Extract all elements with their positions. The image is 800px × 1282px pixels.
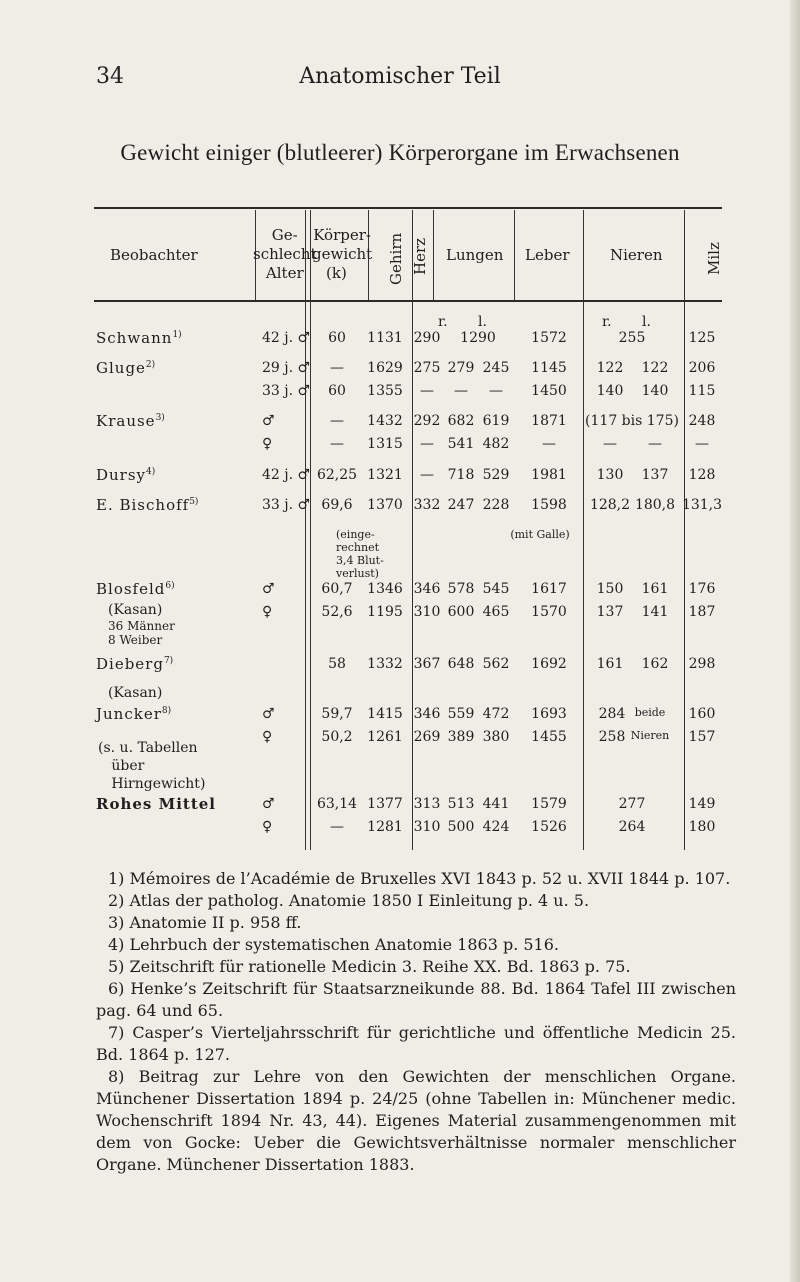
cell-kg: 59,7 — [321, 706, 353, 722]
footnote-ref: 1) — [172, 330, 182, 340]
cell-ll: 529 — [482, 467, 510, 483]
footnote: 5) Zeitschrift für rationelle Medicin 3. Reihe XX. Bd. 1863 p. 75. — [108, 957, 631, 976]
cell-kg: 60 — [328, 383, 346, 399]
cell-lr: 682 — [447, 413, 475, 429]
footnote-ref: 7) — [163, 656, 174, 666]
footnote: 4) Lehrbuch der systematischen Anatomie 1863 p. 516. — [108, 935, 559, 954]
cell-nr: 137 — [596, 604, 624, 620]
cell-lr: 247 — [447, 497, 475, 513]
observer-name — [96, 705, 171, 723]
cell-lr: 513 — [447, 796, 475, 812]
nieren-right-label: r. — [602, 314, 612, 330]
cell-lr: 279 — [447, 360, 475, 376]
tabellen-note: (s. u. Tabellen über Hirngewicht) — [98, 740, 206, 792]
cell-lr: 500 — [447, 819, 475, 835]
cell-gehirn: 1377 — [367, 796, 403, 812]
cell-nr: 122 — [596, 360, 624, 376]
cell-milz: 115 — [688, 383, 716, 399]
cell-leber: 1693 — [531, 706, 567, 722]
bischoff-weight-note: (einge- rechnet 3,4 Blut- verlust) — [336, 528, 384, 580]
cell-kg: — — [330, 413, 344, 429]
sex-age: 33 j. ♂ — [262, 383, 311, 399]
page-title: Gewicht einiger (blutleerer) Körperorgane im Erwachsenen — [120, 140, 680, 165]
observer-label: Rohes Mittel — [96, 795, 216, 813]
cell-lr: 718 — [447, 467, 475, 483]
cell-lr: 559 — [447, 706, 475, 722]
cell-gehirn: 1315 — [367, 436, 403, 452]
observer-name — [96, 329, 182, 347]
cell-lr: 578 — [447, 581, 475, 597]
sex-age: ♂ — [262, 581, 275, 597]
cell-nr: 255 — [618, 330, 646, 346]
col-divider — [514, 210, 515, 300]
footnote: 2) Atlas der patholog. Anatomie 1850 I Einleitung p. 4 u. 5. — [108, 891, 590, 910]
cell-gehirn: 1281 — [367, 819, 403, 835]
cell-leber: 1598 — [531, 497, 567, 513]
cell-nl: 122 — [641, 360, 669, 376]
cell-ll: 482 — [482, 436, 510, 452]
lungen-left-label: l. — [478, 314, 487, 330]
cell-milz: 180 — [688, 819, 716, 835]
sex-age: 42 j. ♂ — [262, 330, 311, 346]
cell-leber: 1145 — [531, 360, 567, 376]
cell-leber: 1450 — [531, 383, 567, 399]
sex-age: 29 j. ♂ — [262, 360, 311, 376]
cell-ll: 424 — [482, 819, 510, 835]
sex-age: ♂ — [262, 413, 275, 429]
cell-nl: — — [648, 436, 662, 452]
cell-herz: 310 — [413, 604, 441, 620]
cell-nr: 161 — [596, 656, 624, 672]
cell-ll: 245 — [482, 360, 510, 376]
header-herz: Herz — [411, 237, 429, 275]
observer-name — [96, 466, 155, 484]
header-leber: Leber — [525, 246, 570, 264]
header-koerpergewicht-unit: (k) — [326, 264, 347, 282]
header-geschlecht-alter: Ge- schlecht Alter — [253, 226, 317, 282]
cell-herz: — — [420, 383, 434, 399]
nieren-left-label: l. — [642, 314, 651, 330]
footnote: 1) Mémoires de l’Académie de Bruxelles XVI 1843 p. 52 u. XVII 1844 p. 107. — [108, 869, 731, 888]
dieberg-location: (Kasan) — [108, 685, 163, 701]
footnotes — [96, 868, 736, 1176]
cell-nl: 162 — [641, 656, 669, 672]
cell-gehirn: 1261 — [367, 729, 403, 745]
cell-milz: 128 — [688, 467, 716, 483]
cell-kg: 50,2 — [321, 729, 353, 745]
observer-label: Dursy — [96, 466, 147, 484]
cell-gehirn: 1355 — [367, 383, 403, 399]
cell-gehirn: 1321 — [367, 467, 403, 483]
cell-ll: 562 — [482, 656, 510, 672]
cell-kg: — — [330, 819, 344, 835]
cell-herz: 269 — [413, 729, 441, 745]
page-number: 34 — [96, 64, 124, 89]
running-head: Anatomischer Teil — [299, 64, 501, 89]
cell-milz: 131,3 — [681, 497, 723, 513]
cell-leber: — — [542, 436, 556, 452]
cell-leber: 1692 — [531, 656, 567, 672]
cell-leber: 1617 — [531, 581, 567, 597]
footnote: 7) Casper’s Vierteljahrsschrift für gerichtliche und öffentliche Medicin 25. Bd. 1864 p. 127. — [96, 1023, 736, 1064]
cell-ll: 228 — [482, 497, 510, 513]
cell-gehirn: 1415 — [367, 706, 403, 722]
header-koerpergewicht: Körper- gewicht — [312, 226, 373, 263]
cell-herz: 275 — [413, 360, 441, 376]
cell-nl: 141 — [641, 604, 669, 620]
sex-age: 42 j. ♂ — [262, 467, 311, 483]
cell-nl: Nieren — [630, 729, 670, 742]
cell-milz: 157 — [688, 729, 716, 745]
cell-ll: 619 — [482, 413, 510, 429]
cell-ll: 472 — [482, 706, 510, 722]
cell-kg: — — [330, 436, 344, 452]
header-beobachter: Beobachter — [110, 246, 198, 264]
cell-gehirn: 1332 — [367, 656, 403, 672]
header-milz: Milz — [705, 242, 723, 275]
cell-herz: 367 — [413, 656, 441, 672]
cell-ll: 380 — [482, 729, 510, 745]
cell-kg: — — [330, 360, 344, 376]
observer-label: Juncker — [96, 705, 162, 723]
header-lungen: Lungen — [446, 246, 504, 264]
cell-lr: 541 — [447, 436, 475, 452]
table-top-rule — [94, 207, 722, 209]
cell-kg: 69,6 — [321, 497, 353, 513]
footnote: 3) Anatomie II p. 958 ff. — [108, 913, 302, 932]
cell-milz: 187 — [688, 604, 716, 620]
observer-name — [96, 496, 198, 514]
cell-gehirn: 1432 — [367, 413, 403, 429]
cell-ll: — — [489, 383, 503, 399]
observer-name — [96, 795, 216, 813]
cell-ll: 545 — [482, 581, 510, 597]
footnote-ref: 8) — [161, 706, 172, 716]
cell-nr: 258 — [598, 729, 626, 745]
col-divider — [433, 210, 434, 300]
cell-nr: 140 — [596, 383, 624, 399]
cell-nr: 128,2 — [589, 497, 631, 513]
cell-lr: 600 — [447, 604, 475, 620]
cell-gehirn: 1370 — [367, 497, 403, 513]
cell-herz: — — [420, 436, 434, 452]
cell-milz: 160 — [688, 706, 716, 722]
table-header-rule — [94, 300, 722, 302]
observer-label: Gluge — [96, 359, 146, 377]
cell-nr: 277 — [618, 796, 646, 812]
cell-milz: 206 — [688, 360, 716, 376]
cell-lr: 1290 — [460, 330, 496, 346]
cell-gehirn: 1131 — [367, 330, 403, 346]
cell-herz: 310 — [413, 819, 441, 835]
cell-milz: — — [695, 436, 709, 452]
cell-nr: 264 — [618, 819, 646, 835]
cell-lr: — — [454, 383, 468, 399]
header-gehirn: Gehirn — [387, 232, 405, 285]
cell-gehirn: 1346 — [367, 581, 403, 597]
cell-nr: — — [603, 436, 617, 452]
sex-age: 33 j. ♂ — [262, 497, 311, 513]
observer-name — [96, 580, 175, 598]
sex-age: ♂ — [262, 796, 275, 812]
cell-nr: 284 — [598, 706, 626, 722]
sex-age: ♀ — [262, 436, 273, 452]
observer-label: Dieberg — [96, 655, 164, 673]
observer-name — [96, 359, 155, 377]
footnote-ref: 5) — [189, 497, 199, 507]
col-divider — [684, 210, 685, 850]
cell-lr: 389 — [447, 729, 475, 745]
cell-kg: 52,6 — [321, 604, 353, 620]
footnote-ref: 3) — [155, 413, 165, 423]
cell-leber: 1981 — [531, 467, 567, 483]
sex-age: ♀ — [262, 819, 273, 835]
cell-kg: 60 — [328, 330, 346, 346]
footnote: 6) Henke’s Zeitschrift für Staatsarzneikunde 88. Bd. 1864 Tafel III zwischen pag. 64 und 65. — [96, 979, 736, 1020]
cell-nr: 150 — [596, 581, 624, 597]
cell-lr: 648 — [447, 656, 475, 672]
cell-nl: beide — [634, 706, 666, 719]
cell-herz: 290 — [413, 330, 441, 346]
col-divider — [305, 210, 306, 850]
cell-herz: — — [420, 467, 434, 483]
page-edge — [790, 0, 800, 1282]
cell-herz: 292 — [413, 413, 441, 429]
cell-herz: 346 — [413, 581, 441, 597]
blosfeld-counts: 36 Männer 8 Weiber — [108, 619, 175, 647]
bischoff-liver-note: (mit Galle) — [510, 528, 570, 541]
footnote: 8) Beitrag zur Lehre von den Gewichten der menschlichen Organe. Münchener Dissertation 1894 p. 24/25 (ohne Tabellen in: Münchener medic. Wochenschrift 1894 Nr. 43, 44). Eigenes Material zusammengenommen mit dem von Gocke: Ueber die Gewichtsverhältnisse normaler menschlicher Organe. Münchener Dissertation 1883. — [96, 1067, 736, 1174]
cell-milz: 298 — [688, 656, 716, 672]
col-divider — [412, 210, 413, 850]
cell-herz: 332 — [413, 497, 441, 513]
col-divider — [310, 210, 311, 850]
cell-milz: 176 — [688, 581, 716, 597]
cell-leber: 1526 — [531, 819, 567, 835]
cell-leber: 1572 — [531, 330, 567, 346]
cell-nl: 140 — [641, 383, 669, 399]
sex-age: ♂ — [262, 706, 275, 722]
lungen-right-label: r. — [438, 314, 448, 330]
cell-herz: 346 — [413, 706, 441, 722]
cell-nl: 161 — [641, 581, 669, 597]
cell-nr: (117 bis 175) — [585, 413, 679, 429]
cell-herz: 313 — [413, 796, 441, 812]
footnote-ref: 6) — [165, 581, 175, 591]
cell-milz: 248 — [688, 413, 716, 429]
cell-kg: 62,25 — [316, 467, 358, 483]
observer-label: Schwann — [96, 329, 173, 347]
cell-milz: 149 — [688, 796, 716, 812]
cell-kg: 58 — [328, 656, 346, 672]
cell-leber: 1570 — [531, 604, 567, 620]
observer-name — [96, 412, 165, 430]
cell-nr: 130 — [596, 467, 624, 483]
cell-kg: 60,7 — [321, 581, 353, 597]
header-nieren: Nieren — [610, 246, 663, 264]
cell-gehirn: 1195 — [367, 604, 403, 620]
cell-milz: 125 — [688, 330, 716, 346]
cell-leber: 1579 — [531, 796, 567, 812]
observer-label: E. Bischoff — [96, 496, 190, 514]
sex-age: ♀ — [262, 729, 273, 745]
cell-leber: 1455 — [531, 729, 567, 745]
cell-ll: 465 — [482, 604, 510, 620]
observer-label: Blosfeld — [96, 580, 166, 598]
cell-leber: 1871 — [531, 413, 567, 429]
observer-name — [96, 655, 173, 673]
cell-nl: 137 — [641, 467, 669, 483]
cell-kg: 63,14 — [316, 796, 358, 812]
cell-gehirn: 1629 — [367, 360, 403, 376]
cell-ll: 441 — [482, 796, 510, 812]
blosfeld-location: (Kasan) — [108, 602, 163, 618]
col-divider — [583, 210, 584, 850]
observer-label: Krause — [96, 412, 156, 430]
cell-nl: 180,8 — [634, 497, 676, 513]
footnote-ref: 4) — [146, 467, 156, 477]
sex-age: ♀ — [262, 604, 273, 620]
footnote-ref: 2) — [145, 360, 156, 370]
